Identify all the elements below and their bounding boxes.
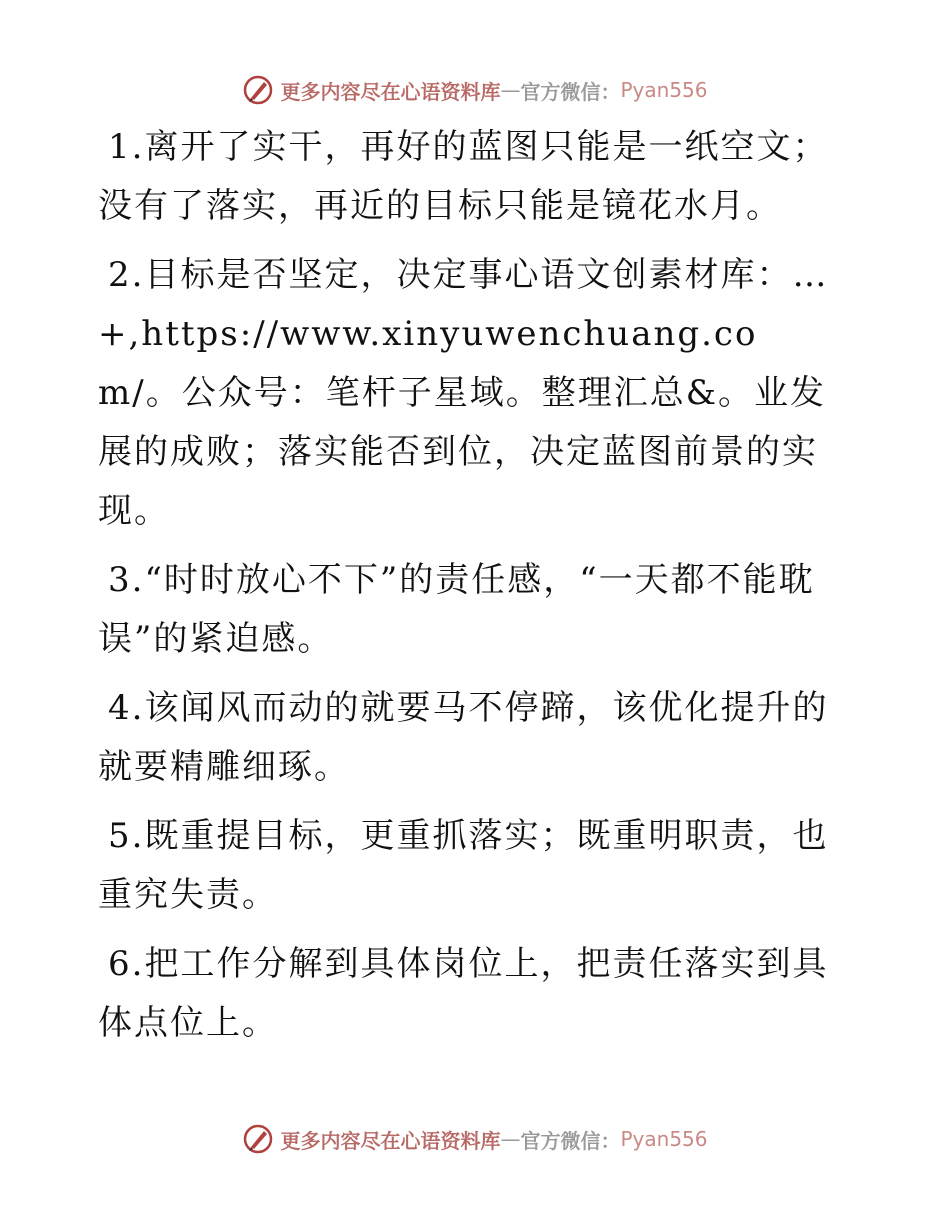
- list-item: [98, 551, 833, 669]
- banner-separator: —: [500, 78, 521, 102]
- document-body: [98, 118, 833, 1063]
- footer-banner: [0, 1119, 950, 1159]
- item-number: 5.: [108, 816, 145, 856]
- quill-pen-circle-icon: [242, 74, 274, 106]
- list-item: [98, 118, 833, 236]
- item-number: 4.: [108, 688, 145, 728]
- item-text: “时时放心不下”的责任感，“一天都不能耽误”的紧迫感。: [98, 560, 815, 659]
- banner-wechat-label: 官方微信：: [520, 79, 621, 104]
- item-text: 离开了实干，再好的蓝图只能是一纸空文；没有了落实，再近的目标只能是镜花水月。: [98, 127, 829, 226]
- list-item: [98, 807, 833, 925]
- item-number: 2.: [108, 255, 145, 295]
- item-number: 3.: [108, 560, 145, 600]
- banner-separator: —: [500, 1127, 521, 1151]
- list-item: [98, 935, 833, 1053]
- banner-main-text: 更多内容尽在心语资料库: [280, 79, 501, 104]
- banner-wechat-id: Pyan556: [620, 78, 708, 102]
- item-number: 1.: [108, 127, 145, 167]
- banner-wechat-label: 官方微信：: [520, 1128, 621, 1153]
- item-number: 6.: [108, 944, 145, 984]
- item-text: 该闻风而动的就要马不停蹄，该优化提升的就要精雕细琢。: [98, 688, 829, 787]
- quill-pen-circle-icon: [242, 1123, 274, 1155]
- list-item: [98, 679, 833, 797]
- item-text: 既重提目标，更重抓落实；既重明职责，也重究失责。: [98, 816, 829, 915]
- item-text: 目标是否坚定，决定事心语文创素材库：…+,https://www.xinyuwenchuang.com/。公众号：笔杆子星域。整理汇总&。业发展的成败；落实能否到位，决定蓝图前景的实现。: [98, 255, 829, 531]
- header-banner: [0, 70, 950, 110]
- list-item: [98, 246, 833, 541]
- banner-wechat-id: Pyan556: [620, 1127, 708, 1151]
- item-text: 把工作分解到具体岗位上，把责任落实到具体点位上。: [98, 944, 829, 1043]
- banner-main-text: 更多内容尽在心语资料库: [280, 1128, 501, 1153]
